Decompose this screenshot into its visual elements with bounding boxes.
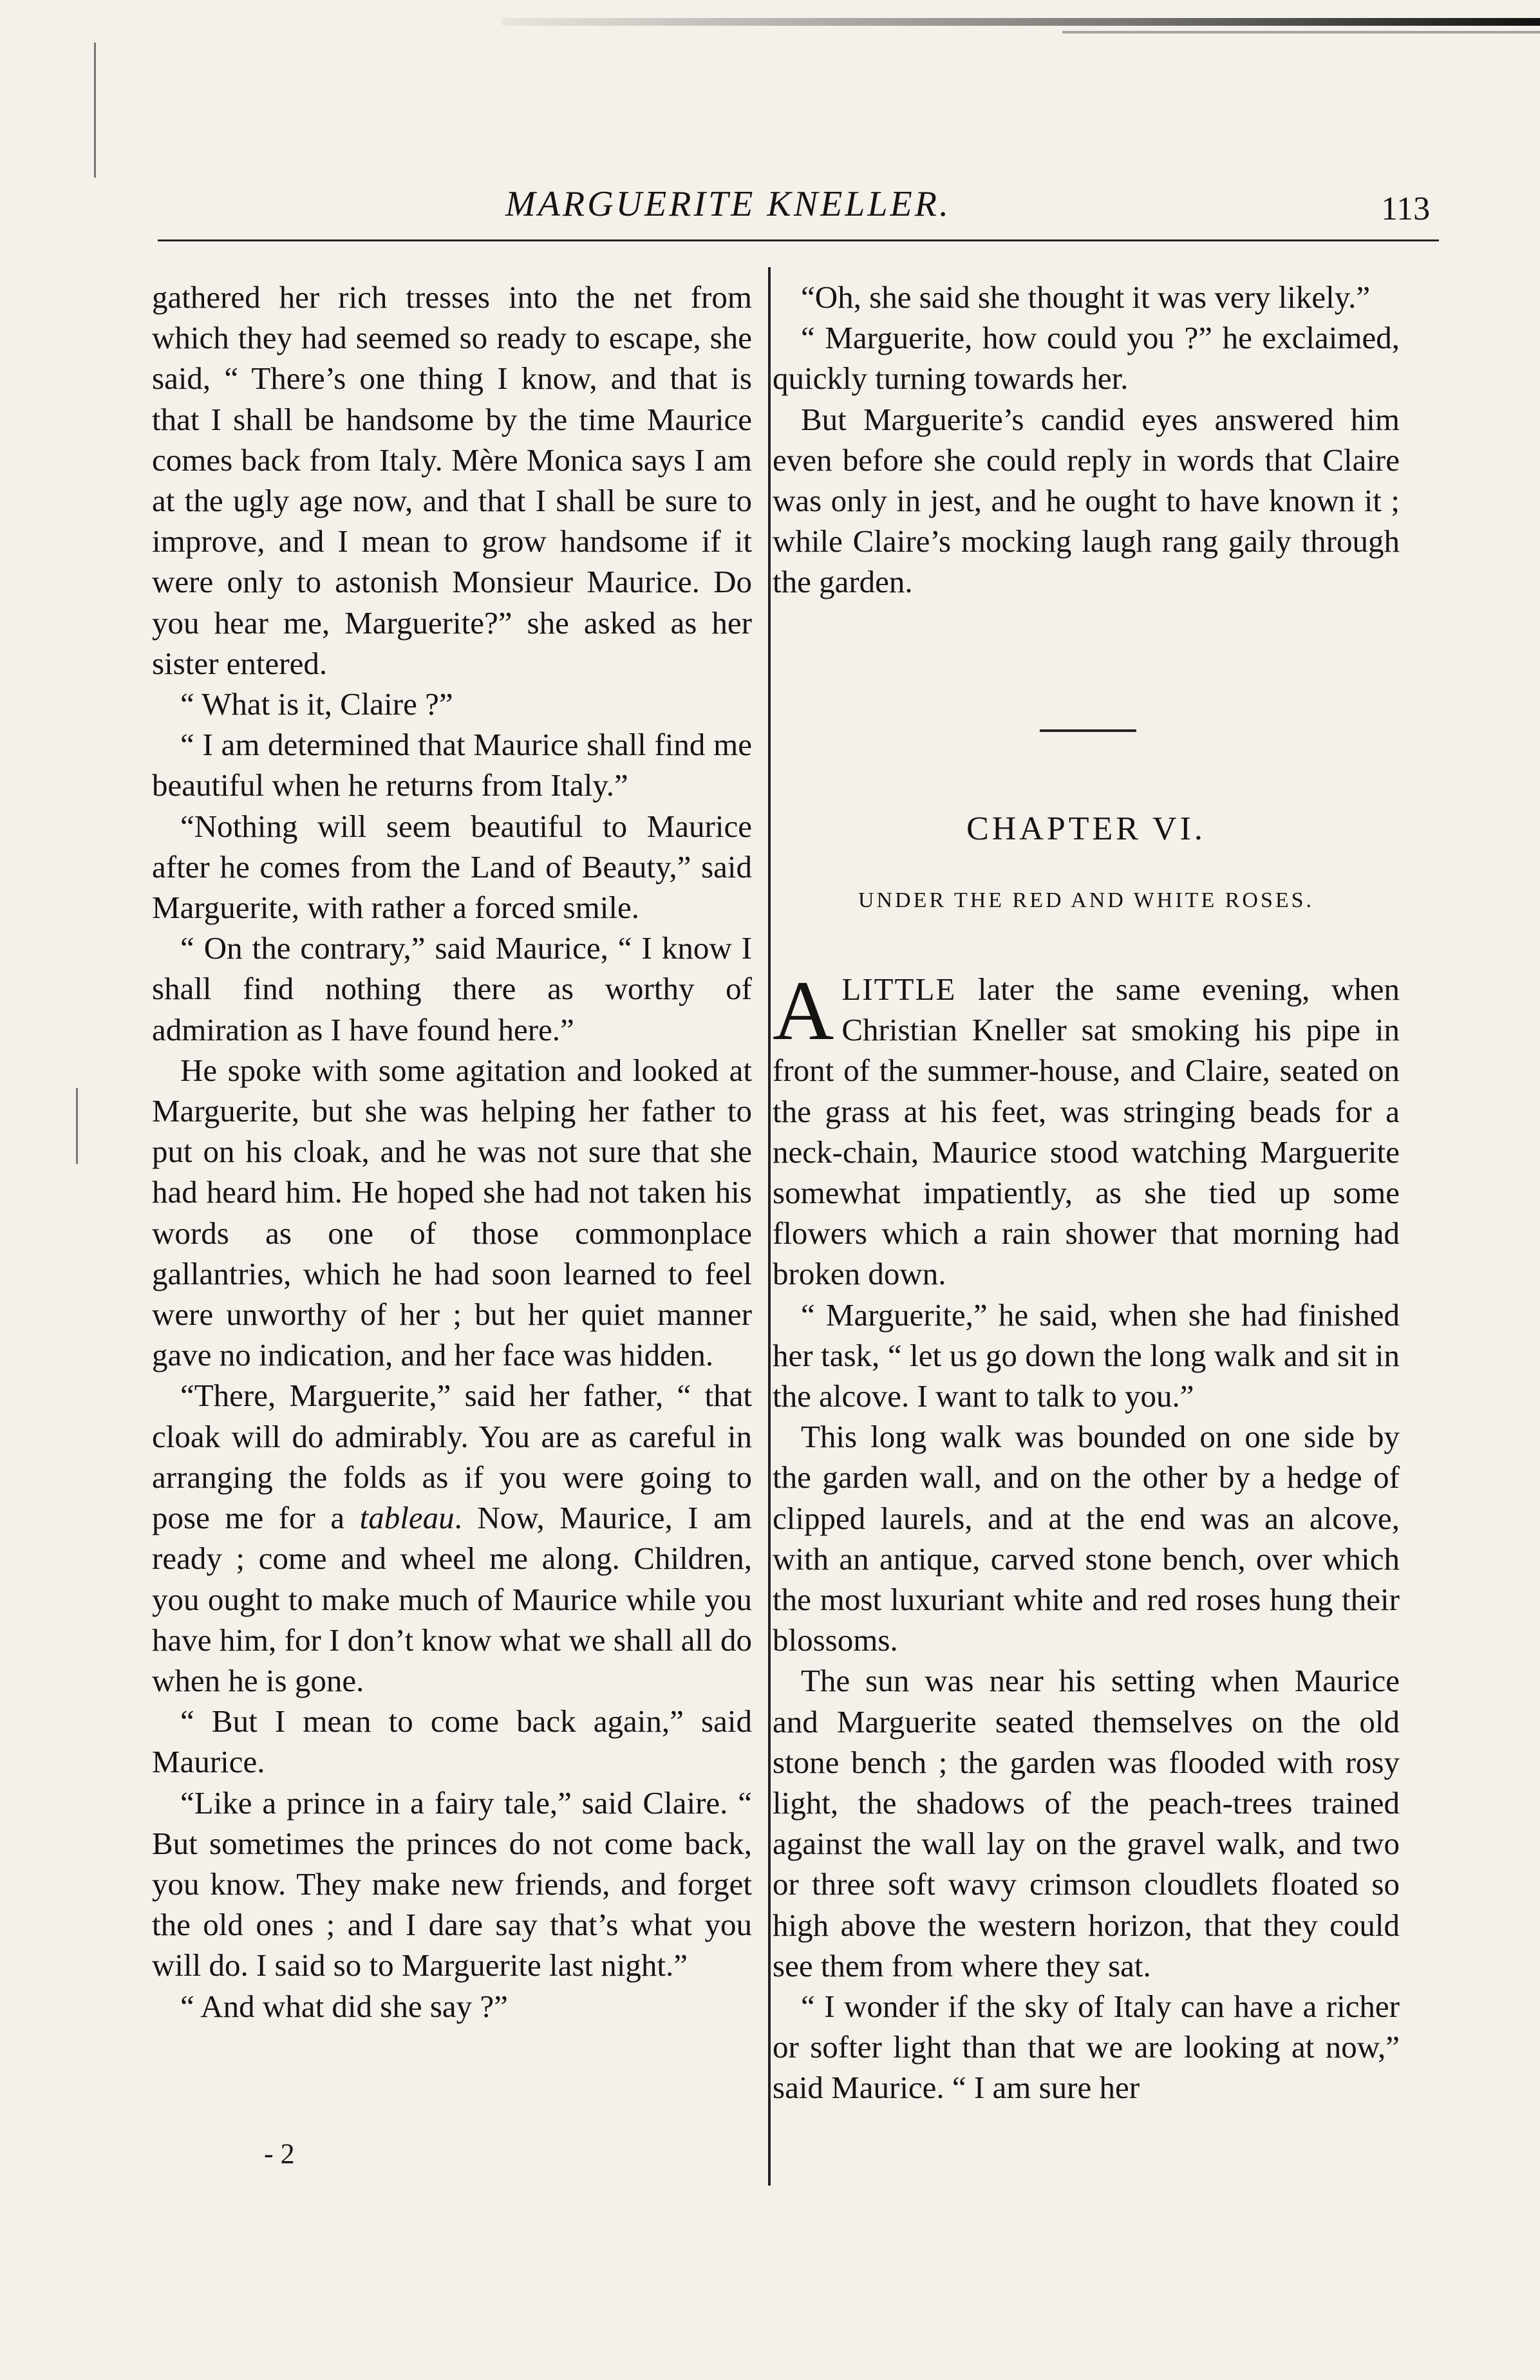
drop-cap: A — [773, 963, 834, 1058]
paragraph: But Marguerite’s candid eyes answered him even before she could reply in words that Claire was only in jest, and he ought to have known it ; while Claire’s mocking laugh rang gaily through the garden. — [773, 401, 1400, 600]
paragraph: This long walk was bounded on one side by the garden wall, and on the other by a hedge of clipped laurels, and at the end was an alcove, with an antique, carved stone bench, over which the most luxuriant white and red roses hung their blossoms. — [773, 1419, 1400, 1658]
paragraph: “ I am determined that Maurice shall find me beautiful when he returns from Italy.” — [152, 727, 752, 803]
page-number: 113 — [1381, 191, 1431, 227]
running-head — [158, 183, 1445, 235]
column-divider — [768, 267, 771, 2186]
opening-word: LITTLE — [841, 971, 957, 1007]
paragraph: “ On the contrary,” said Maurice, “ I know I shall find nothing there as worthy of admiration as I have found here.” — [152, 930, 752, 1047]
signature-mark: - 2 — [264, 2138, 295, 2169]
paragraph: The sun was near his setting when Maurice and Marguerite seated themselves on the old stone bench ; the garden was flooded with rosy light, the shadows of the peach-trees trained against the wall lay on the gravel walk, and two or three soft wavy crimson cloudlets floated so high above the western horizon, that they could see them from where they sat. — [773, 1663, 1400, 1983]
right-column-chapter — [773, 963, 1400, 2108]
paragraph: “ Marguerite,” he said, when she had finished her task, “ let us go down the long walk and sit in the alcove. I want to talk to you.” — [773, 1297, 1400, 1414]
paragraph: “Like a prince in a fairy tale,” said Claire. “ But sometimes the princes do not come back, you know. They make new friends, and forget the old ones ; and I dare say that’s what you will do. I said so to Marguerite last night.” — [152, 1785, 752, 1983]
chapter-heading: CHAPTER VI. — [966, 811, 1206, 847]
opening-text: later the same evening, when Christian Kneller sat smoking his pipe in front of the summer-house, and Claire, seated on the grass at his feet, was stringing beads for a neck-chain, Maurice stood watching Marguerite somewhat impatiently, as she tied up some flowers which a rain shower that morning had broken down. — [773, 971, 1400, 1292]
left-column — [152, 277, 752, 2027]
paragraph: “ What is it, Claire ?” — [180, 686, 453, 722]
paragraph: “ Marguerite, how could you ?” he exclaimed, quickly turning towards her. — [773, 320, 1400, 397]
paragraph: “ I wonder if the sky of Italy can have a richer or softer light than that we are looking at now,” said Maurice. “ I am sure her — [773, 1989, 1400, 2106]
paragraph: “Nothing will seem beautiful to Maurice after he comes from the Land of Beauty,” said Marguerite, with rather a forced smile. — [152, 808, 752, 926]
margin-mark-lower — [76, 1088, 78, 1164]
section-ornament-rule — [1040, 729, 1136, 732]
top-edge-rule-secondary — [1062, 31, 1540, 33]
italic-word: tableau — [359, 1500, 455, 1536]
right-column-top — [773, 277, 1400, 603]
paragraph: “Oh, she said she thought it was very likely.” — [801, 279, 1371, 315]
paragraph: “ And what did she say ?” — [180, 1988, 508, 2024]
header-rule — [158, 239, 1439, 241]
paragraph: “There, Marguerite,” said her father, “ that cloak will do admirably. You are as careful in arranging the folds as if you were going to pose me for a tableau. Now, Maurice, I am ready ; come and wheel me along. Children, you ought to make much of Maurice while you have him, for I don’t know what we shall all do when he is gone. — [152, 1378, 752, 1698]
page-title: MARGUERITE KNELLER. — [505, 184, 951, 224]
top-edge-rule — [502, 18, 1540, 26]
chapter-subtitle: UNDER THE RED AND WHITE ROSES. — [858, 888, 1315, 912]
paragraph: gathered her rich tresses into the net from which they had seemed so ready to escape, she said, “ There’s one thing I know, and that is that I shall be handsome by the time Maurice comes back from Italy. Mère Monica says I am at the ugly age now, and that I shall be sure to improve, and I mean to grow handsome if it were only to astonish Monsieur Maurice. Do you hear me, Marguerite?” she asked as her sister entered. — [152, 279, 752, 681]
paragraph: He spoke with some agitation and looked at Marguerite, but she was helping her father to put on his cloak, and he was not sure that she had heard him. He hoped she had not taken his words as one of those commonplace gallantries, which he had soon learned to feel were unworthy of her ; but her quiet manner gave no indication, and her face was hidden. — [152, 1052, 752, 1373]
opening-paragraph — [773, 963, 1400, 1295]
paragraph: “ But I mean to come back again,” said Maurice. — [152, 1703, 752, 1780]
margin-mark — [94, 42, 96, 178]
signature-number: 2 — [280, 2138, 295, 2169]
